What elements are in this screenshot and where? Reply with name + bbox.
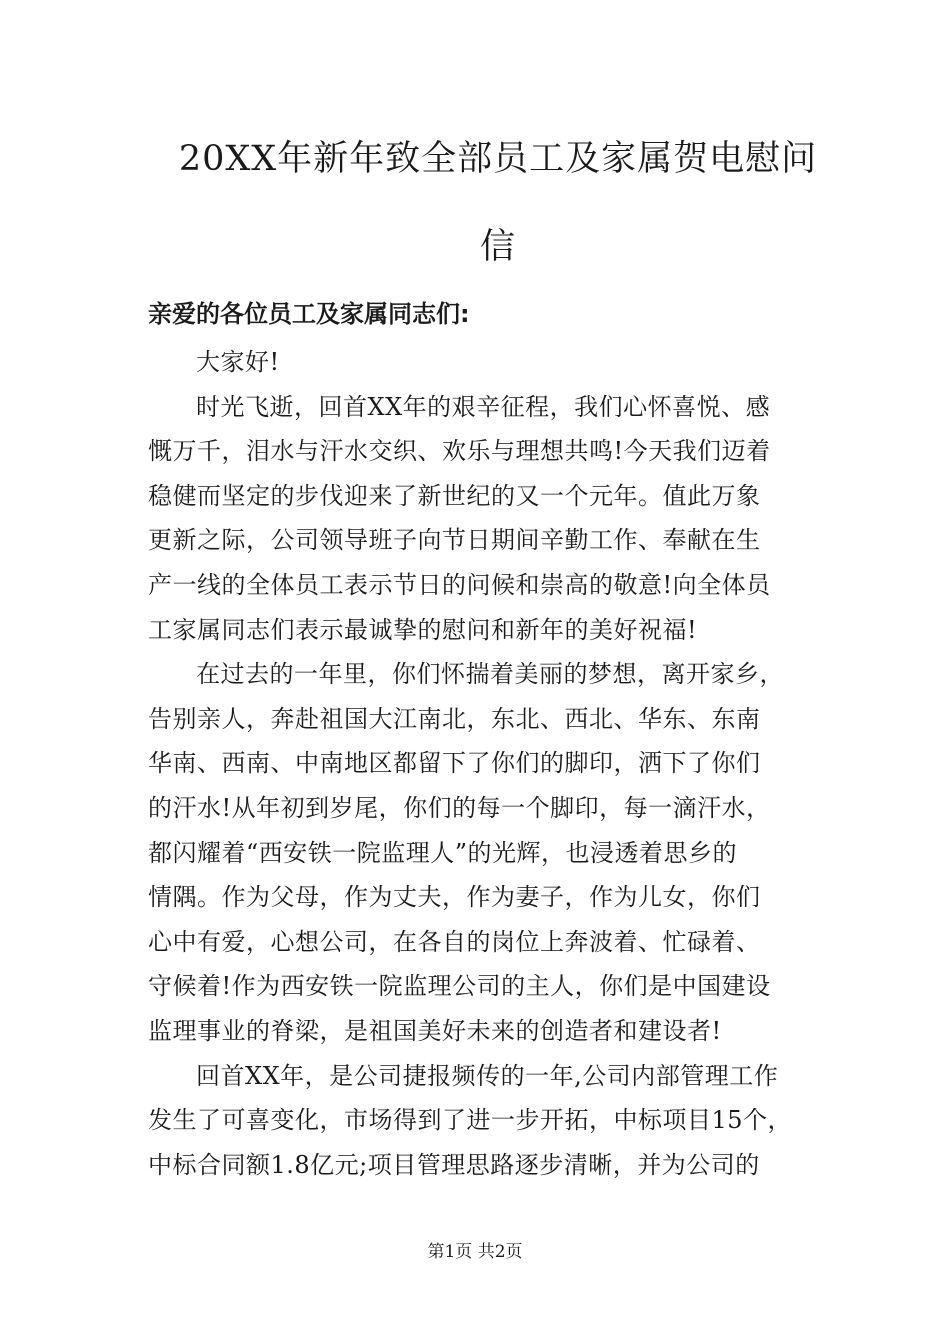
text-line: 工家属同志们表示最诚挚的慰问和新年的美好祝福! bbox=[148, 615, 698, 644]
salutation: 亲爱的各位员工及家属同志们: bbox=[148, 300, 470, 328]
letter-body bbox=[148, 340, 808, 1187]
document-title-line-1: 20XX年新年致全部员工及家属贺电慰问 bbox=[178, 139, 818, 179]
text-line: 稳健而坚定的步伐迎来了新世纪的又一个元年。值此万象 bbox=[148, 481, 761, 510]
text-line: 的汗水!从年初到岁尾，你们的每一个脚印，每一滴汗水， bbox=[148, 793, 771, 822]
text-line: 守候着!作为西安铁一院监理公司的主人，你们是中国建设 bbox=[148, 972, 771, 1001]
text-line: 产一线的全体员工表示节日的问候和崇高的敬意!向全体员 bbox=[148, 570, 771, 599]
text-line: 发生了可喜变化，市场得到了进一步开拓，中标项目15个， bbox=[148, 1106, 793, 1135]
text-line: 告别亲人，奔赴祖国大江南北，东北、西北、华东、东南 bbox=[148, 704, 761, 733]
text-line: 更新之际，公司领导班子向节日期间辛勤工作、奉献在生 bbox=[148, 526, 761, 555]
text-line: 慨万千，泪水与汗水交织、欢乐与理想共鸣!今天我们迈着 bbox=[148, 437, 771, 466]
text-line: 心中有爱，心想公司，在各自的岗位上奔波着、忙碌着、 bbox=[148, 927, 761, 956]
page-footer: 第1页 共2页 bbox=[427, 1242, 523, 1262]
text-line: 中标合同额1.8亿元;项目管理思路逐步清晰，并为公司的 bbox=[148, 1150, 760, 1179]
text-line: 华南、西南、中南地区都留下了你们的脚印，洒下了你们 bbox=[148, 749, 761, 778]
document-title-line-2: 信 bbox=[479, 227, 516, 267]
text-line: 时光飞逝，回首XX年的艰辛征程，我们心怀喜悦、感 bbox=[196, 392, 771, 421]
text-line: 都闪耀着“西安铁一院监理人”的光辉，也浸透着思乡的 bbox=[148, 838, 738, 867]
text-line: 情隅。作为父母，作为丈夫，作为妻子，作为儿女，你们 bbox=[148, 883, 761, 912]
text-line: 监理事业的脊梁，是祖国美好未来的创造者和建设者! bbox=[148, 1016, 722, 1045]
text-line: 在过去的一年里，你们怀揣着美丽的梦想，离开家乡， bbox=[196, 660, 784, 689]
text-line: 回首XX年，是公司捷报频传的一年,公司内部管理工作 bbox=[196, 1061, 779, 1090]
text-line: 大家好! bbox=[196, 348, 280, 376]
